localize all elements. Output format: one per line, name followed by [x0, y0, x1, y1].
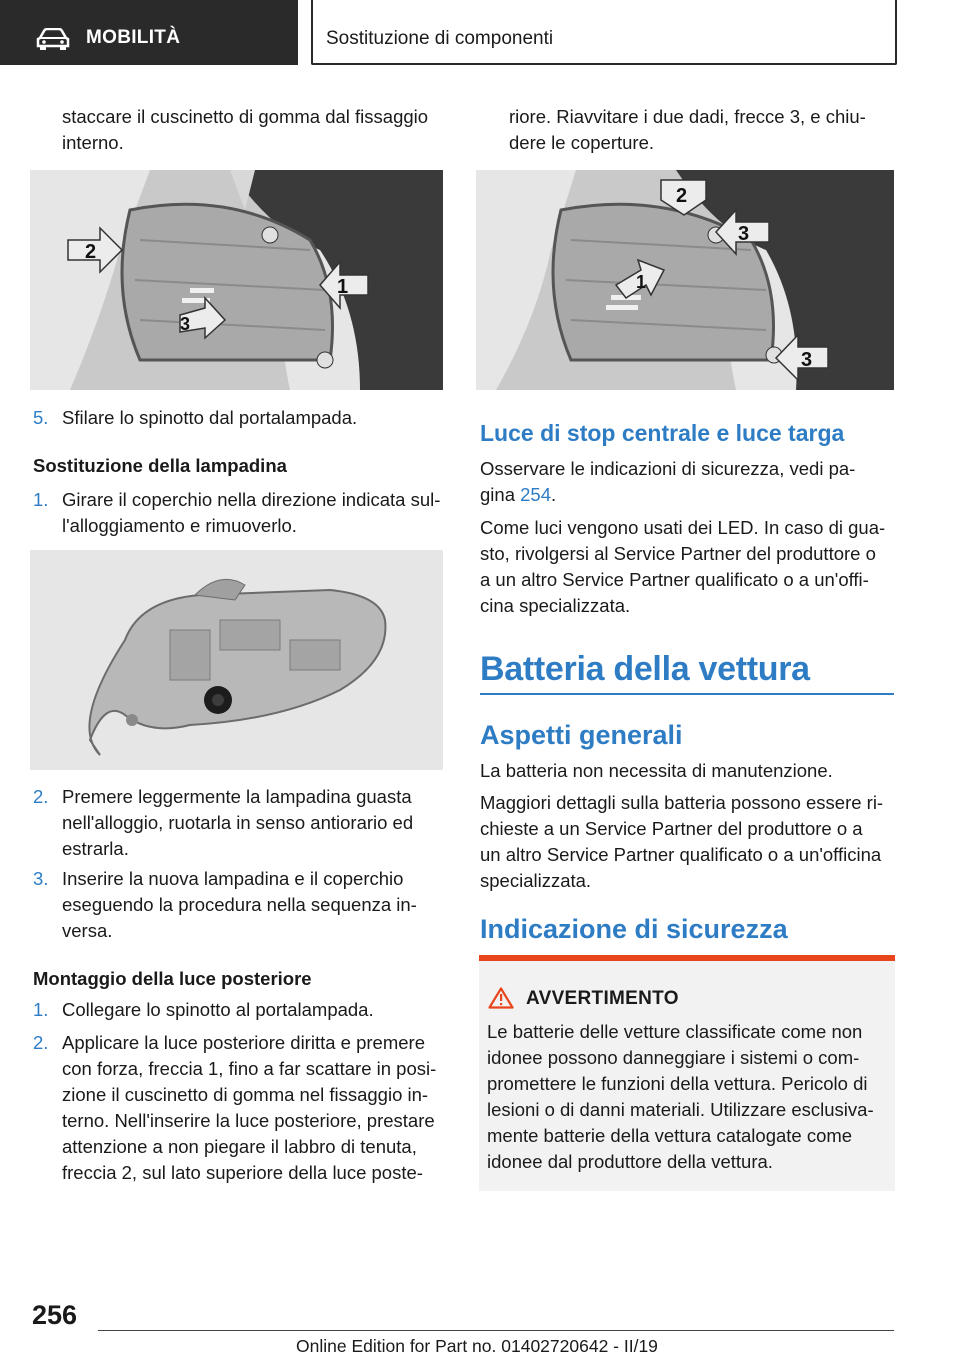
battery-heading: Batteria della vettura — [480, 650, 810, 688]
figure-label-3: 3 — [180, 314, 191, 334]
general-paragraph-line: un altro Service Partner qualificato o a un'officina — [480, 844, 882, 865]
taillight-illustration — [30, 170, 443, 390]
warning-triangle-icon — [488, 987, 514, 1009]
step-text-line: attenzione a non piegare il labbro di tenuta, — [62, 1136, 417, 1157]
intro-line-2: interno. — [62, 132, 124, 153]
stop-paragraph-line: a un altro Service Partner qualificato o a un'offi- — [480, 569, 869, 590]
taillight-install-illustration — [476, 170, 894, 390]
page-ref-suffix: . — [551, 484, 557, 505]
warning-line: Le batterie delle vetture classificate come non — [487, 1021, 863, 1042]
warning-line: idonee possono danneggiare i sistemi o com- — [487, 1047, 860, 1068]
step-text-line: Inserire la nuova lampadina e il coperchio — [62, 868, 404, 889]
stop-paragraph-line: Osservare le indicazioni di sicurezza, vedi pa- — [480, 458, 856, 479]
page-ref-prefix: gina — [480, 484, 521, 505]
warning-line: idonee dal produttore della vettura. — [487, 1151, 773, 1172]
intro-line-1: staccare il cuscinetto di gomma dal fissaggio — [62, 106, 429, 127]
step-text-line: eseguendo la procedura nella sequenza in- — [62, 894, 417, 915]
warning-line: promettere le funzioni della vettura. Pericolo di — [487, 1073, 868, 1094]
figure-label-3: 3 — [738, 223, 750, 245]
page-link[interactable]: 254 — [520, 484, 551, 505]
car-icon — [36, 28, 70, 50]
footer-rule — [98, 1330, 894, 1331]
warning-line: lesioni o di danni materiali. Utilizzare esclusiva- — [487, 1099, 874, 1120]
section-tab — [0, 0, 298, 65]
lamp-housing-illustration — [30, 550, 443, 770]
step-number: 2. — [33, 1032, 49, 1053]
figure-label-2: 2 — [85, 241, 97, 263]
bulb-replacement-heading: Sostituzione della lampadina — [33, 455, 287, 476]
stop-paragraph-line: sto, rivolgersi al Service Partner del produttore o — [480, 543, 876, 564]
continuation-line-2: dere le coperture. — [509, 132, 655, 153]
step-number: 3. — [33, 868, 49, 889]
warning-text — [487, 1019, 887, 1175]
figure-label-1: 1 — [636, 272, 647, 292]
stop-paragraph-line — [480, 482, 556, 508]
step-text-line: estrarla. — [62, 838, 129, 859]
step-number: 1. — [33, 489, 49, 510]
figure-lamp-housing — [30, 550, 443, 770]
general-paragraph-line: Maggiori dettagli sulla batteria possono essere ri- — [480, 792, 884, 813]
step-text-line: Applicare la luce posteriore diritta e premere — [62, 1032, 425, 1053]
figure-label-1: 1 — [337, 276, 349, 298]
stop-paragraph-line: cina specializzata. — [480, 595, 631, 616]
warning-title: AVVERTIMENTO — [526, 988, 679, 1009]
footer-edition: Online Edition for Part no. 01402720642 - II/19 — [296, 1336, 658, 1356]
chapter-header — [311, 0, 897, 65]
step-number: 1. — [33, 999, 49, 1020]
step-text-line: l'alloggiamento e rimuoverlo. — [62, 515, 297, 536]
step-text-line: freccia 2, sul lato superiore della luce poste- — [62, 1162, 423, 1183]
general-paragraph-line: La batteria non necessita di manutenzione. — [480, 760, 833, 781]
stop-light-heading: Luce di stop centrale e luce targa — [480, 420, 845, 446]
continuation-line-1: riore. Riavvitare i due dadi, frecce 3, e chiu- — [509, 106, 866, 127]
figure-taillight-removal — [30, 170, 443, 390]
general-heading: Aspetti generali — [480, 720, 683, 750]
step-number: 2. — [33, 786, 49, 807]
step-text-line: versa. — [62, 920, 113, 941]
figure-label-2: 2 — [676, 185, 688, 207]
page-number: 256 — [32, 1300, 78, 1330]
warning-line: mente batterie della vettura catalogate come — [487, 1125, 853, 1146]
step-number: 5. — [33, 407, 49, 428]
step-text: Sfilare lo spinotto dal portalampada. — [62, 407, 358, 428]
mounting-heading: Montaggio della luce posteriore — [33, 968, 312, 989]
general-paragraph-line: specializzata. — [480, 870, 592, 891]
heading-rule — [480, 693, 894, 695]
safety-heading: Indicazione di sicurezza — [480, 914, 788, 944]
step-text-line: zione il cuscinetto di gomma nel fissaggio in- — [62, 1084, 429, 1105]
section-label: MOBILITÀ — [86, 27, 181, 48]
figure-label-3: 3 — [801, 349, 813, 371]
step-text-line: con forza, freccia 1, fino a far scattare in posi- — [62, 1058, 437, 1079]
chapter-title: Sostituzione di componenti — [326, 28, 554, 49]
step-text-line: Girare il coperchio nella direzione indicata sul- — [62, 489, 441, 510]
step-text-line: Premere leggermente la lampadina guasta — [62, 786, 412, 807]
stop-paragraph-line: Come luci vengono usati dei LED. In caso di gua- — [480, 517, 886, 538]
step-text-line: nell'alloggio, ruotarla in senso antiorario ed — [62, 812, 414, 833]
step-text-line: terno. Nell'inserire la luce posteriore, prestare — [62, 1110, 435, 1131]
warning-box — [479, 955, 895, 1191]
figure-taillight-install — [476, 170, 894, 390]
step-text-line: Collegare lo spinotto al portalampada. — [62, 999, 374, 1020]
general-paragraph-line: chieste a un Service Partner del produttore o a — [480, 818, 863, 839]
